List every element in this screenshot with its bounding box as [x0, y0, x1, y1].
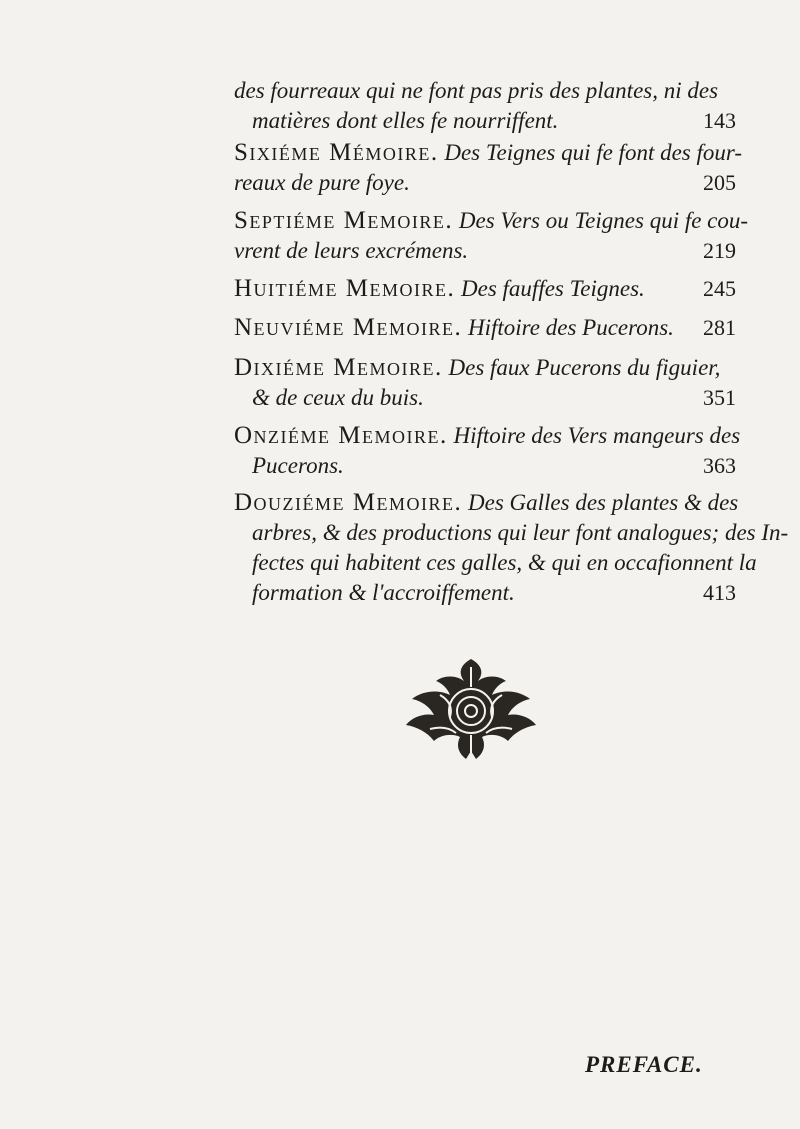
memoir-heading: Douziéme Memoire. — [234, 489, 463, 516]
memoir-title-cont: reaux de pure foye. — [234, 170, 410, 195]
memoir-title: Des fauffes Teignes. — [461, 276, 645, 301]
page-number: 143 — [703, 108, 736, 133]
memoir-heading: Onziéme Memoire. — [234, 422, 448, 449]
page-number: 205 — [703, 170, 736, 195]
toc-entry — [234, 313, 750, 343]
continuation-line-1: des fourreaux qui ne font pas pris des plantes, ni des — [234, 78, 719, 103]
toc-entry — [234, 206, 750, 266]
toc-entry — [234, 274, 750, 304]
memoir-title-cont: arbres, & des productions qui leur font analogues; des In- — [252, 520, 789, 545]
memoir-title-cont: formation & l'accroiffement. — [252, 580, 515, 605]
page-number: 219 — [703, 238, 736, 263]
memoir-title: Des Galles des plantes & des — [468, 490, 739, 515]
memoir-title-cont: Pucerons. — [252, 453, 344, 478]
page-number: 363 — [703, 453, 736, 478]
memoir-title: Des Teignes qui fe font des four- — [444, 140, 743, 165]
fleuron-ornament-icon — [400, 655, 542, 763]
continuation-entry — [234, 76, 750, 136]
memoir-heading: Huitiéme Memoire. — [234, 275, 456, 302]
memoir-title: Des faux Pucerons du figuier, — [448, 355, 721, 380]
toc-entry — [234, 138, 750, 198]
memoir-title-cont: & de ceux du buis. — [252, 385, 424, 410]
memoir-title: Hiftoire des Vers mangeurs des — [453, 423, 741, 448]
toc-entry — [234, 488, 789, 608]
page-number: 413 — [703, 580, 736, 605]
page-number: 245 — [703, 276, 736, 301]
memoir-title-cont: vrent de leurs excrémens. — [234, 238, 469, 263]
continuation-line-2: matières dont elles fe nourriffent. — [252, 108, 559, 133]
catchword: PREFACE. — [585, 1052, 703, 1077]
memoir-title: Des Vers ou Teignes qui fe cou- — [458, 208, 749, 233]
memoir-heading: Sixiéme Mémoire. — [234, 139, 439, 166]
memoir-heading: Neuviéme Memoire. — [234, 314, 463, 341]
page-number: 281 — [703, 315, 736, 340]
toc-entry — [234, 421, 750, 481]
memoir-title-cont: fectes qui habitent ces galles, & qui en occafionnent la — [252, 550, 757, 575]
page-number: 351 — [703, 385, 736, 410]
memoir-heading: Septiéme Memoire. — [234, 207, 454, 234]
toc-entry — [234, 353, 750, 413]
memoir-title: Hiftoire des Pucerons. — [468, 315, 674, 340]
memoir-heading: Dixiéme Memoire. — [234, 354, 443, 381]
